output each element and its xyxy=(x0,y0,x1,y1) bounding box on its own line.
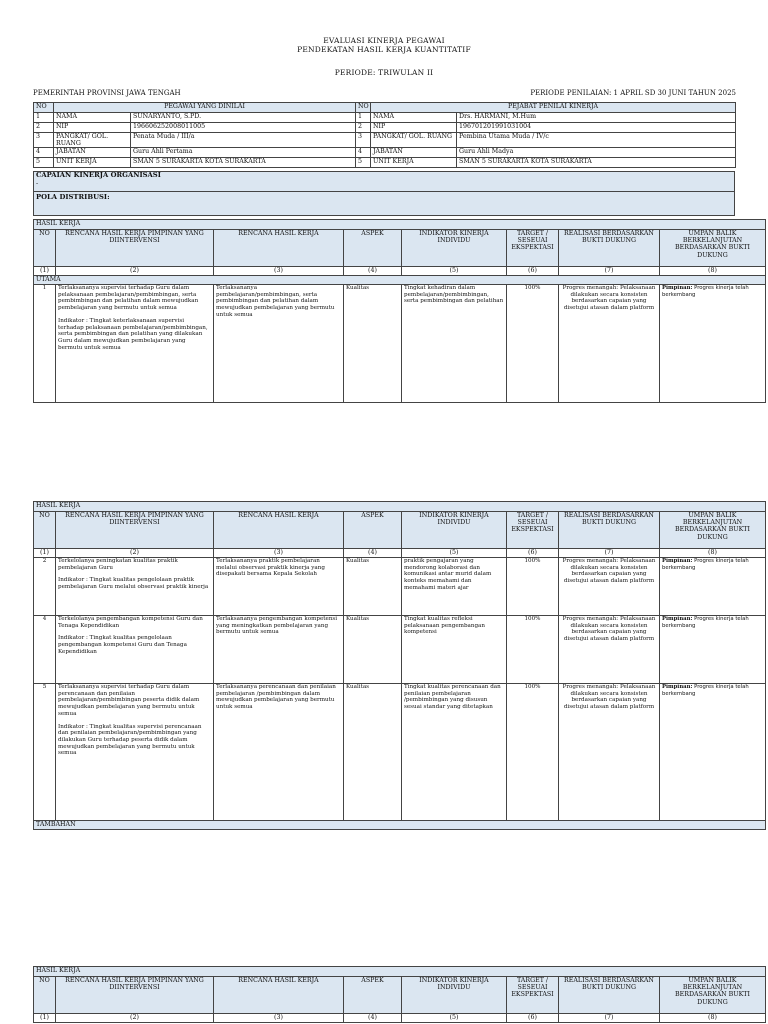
pegawai-nama: SUNARYANTO, S.PD. xyxy=(131,113,356,123)
hasil-kerja-table-2 xyxy=(33,501,766,830)
col-number: (3) xyxy=(214,549,344,558)
no-header: NO xyxy=(34,103,54,113)
row-label-2: PANGKAT/ GOL. RUANG xyxy=(371,133,457,148)
realisasi: Progres menangah: Pelaksanaan dilakukan secara konsisten berdasarkan capaian yang disetujui atasan dalam platform xyxy=(559,616,660,684)
hasil-kerja-label: HASIL KERJA xyxy=(34,220,766,230)
col-number: (7) xyxy=(559,549,660,558)
col-header-target: TARGET / SESEUAI EKSPEKTASI xyxy=(507,230,559,267)
feedback-text: Progres kinerja telah berkembang xyxy=(662,558,749,572)
pegawai-jabatan: Guru Ahli Pertama xyxy=(131,148,356,158)
periode-penilaian: PERIODE PENILAIAN: 1 APRIL SD 30 JUNI TAHUN 2025 xyxy=(530,89,736,97)
pegawai-nip: 196606252008011005 xyxy=(131,123,356,133)
row-label-2: NAMA xyxy=(371,113,457,123)
col-number: (7) xyxy=(559,1014,660,1023)
col-header-no: NO xyxy=(34,512,56,549)
row-label: NIP xyxy=(54,123,131,133)
col-number: (1) xyxy=(34,549,56,558)
rencana-pimpinan-cell xyxy=(56,558,214,616)
target: 100% xyxy=(507,285,559,403)
row-no: 1 xyxy=(34,113,54,123)
indikator-kinerja: Tingkat kualitas refleksi pelaksanaan pengembangan kompetensi xyxy=(402,616,507,684)
target: 100% xyxy=(507,558,559,616)
row-number: 2 xyxy=(34,558,56,616)
col-number: (2) xyxy=(56,267,214,276)
pejabat-header: PEJABAT PENILAI KINERJA xyxy=(371,103,736,113)
doc-title: EVALUASI KINERJA PEGAWAI xyxy=(323,36,445,45)
col-header-indikator: INDIKATOR KINERJA INDIVIDU xyxy=(402,230,507,267)
col-header-pimpinan: RENCANA HASIL KERJA PIMPINAN YANG DIINTERVENSI xyxy=(56,230,214,267)
feedback-text: Progres kinerja telah berkembang xyxy=(662,285,749,299)
table-row xyxy=(34,285,766,403)
col-number: (6) xyxy=(507,267,559,276)
capaian-table xyxy=(33,171,735,216)
feedback-prefix: Pimpinan: xyxy=(662,558,693,564)
row-no-2: 2 xyxy=(356,123,371,133)
row-label: NAMA xyxy=(54,113,131,123)
table-row xyxy=(34,684,766,821)
instansi: PEMERINTAH PROVINSI JAWA TENGAH xyxy=(33,89,181,97)
identity-table xyxy=(33,102,736,168)
col-number: (1) xyxy=(34,1014,56,1023)
col-header-rencana: RENCANA HASIL KERJA xyxy=(214,977,344,1014)
col-header-umpan: UMPAN BALIK BERKELANJUTAN BERDASARKAN BUKTI DUKUNG xyxy=(660,512,766,549)
col-header-aspek: ASPEK xyxy=(344,977,402,1014)
realisasi: Progres menangah: Pelaksanaan dilakukan secara konsisten berdasarkan capaian yang disetujui atasan dalam platform xyxy=(559,684,660,821)
hasil-kerja-table-1 xyxy=(33,219,766,403)
col-header-no: NO xyxy=(34,230,56,267)
table-row xyxy=(34,616,766,684)
col-number: (3) xyxy=(214,267,344,276)
pola-label: POLA DISTRIBUSI: xyxy=(36,193,110,201)
row-no: 2 xyxy=(34,123,54,133)
row-number: 5 xyxy=(34,684,56,821)
row-label-2: NIP xyxy=(371,123,457,133)
pejabat-nama: Drs. HARMANI, M.Hum xyxy=(457,113,736,123)
col-number: (3) xyxy=(214,1014,344,1023)
capaian-value: - xyxy=(36,179,39,187)
target: 100% xyxy=(507,684,559,821)
row-no-2: 3 xyxy=(356,133,371,148)
pegawai-header: PEGAWAI YANG DINILAI xyxy=(54,103,356,113)
col-header-rencana: RENCANA HASIL KERJA xyxy=(214,512,344,549)
col-header-indikator: INDIKATOR KINERJA INDIVIDU xyxy=(402,512,507,549)
rencana-pimpinan-indikator: Indikator : Tingkat kualitas pengelolaan pengembangan kompetensi Guru dan Tenaga Kependidikan xyxy=(58,635,187,655)
col-number: (6) xyxy=(507,549,559,558)
feedback-prefix: Pimpinan: xyxy=(662,616,693,622)
umpan-balik xyxy=(660,684,766,821)
row-label-2: UNIT KERJA xyxy=(371,158,457,168)
target: 100% xyxy=(507,616,559,684)
pejabat-unit: SMAN 5 SURAKARTA KOTA SURAKARTA xyxy=(457,158,736,168)
col-header-target: TARGET / SESEUAI EKSPEKTASI xyxy=(507,512,559,549)
doc-periode: PERIODE: TRIWULAN II xyxy=(334,68,434,77)
rencana-hasil-kerja: Terlaksananya praktik pembelajaran melalui observasi praktik kinerja yang disepakati bersama Kepala Sekolah xyxy=(214,558,344,616)
col-header-indikator: INDIKATOR KINERJA INDIVIDU xyxy=(402,977,507,1014)
feedback-text: Progres kinerja telah berkembang xyxy=(662,684,749,698)
row-no: 4 xyxy=(34,148,54,158)
col-number: (2) xyxy=(56,549,214,558)
row-no-2: 1 xyxy=(356,113,371,123)
row-label: JABATAN xyxy=(54,148,131,158)
hasil-kerja-label: HASIL KERJA xyxy=(34,967,766,977)
umpan-balik xyxy=(660,558,766,616)
col-number: (5) xyxy=(402,1014,507,1023)
rencana-hasil-kerja: Terlaksananya pengembangan kompetensi yang meningkatkan pembelajaran yang bermutu untuk semua xyxy=(214,616,344,684)
rencana-pimpinan-indikator: Indikator : Tingkat kualitas pengelolaan praktik pembelajaran Guru melalui observasi praktik kinerja xyxy=(58,577,209,591)
rencana-hasil-kerja: Terlaksananya perencanaan dan penilaian pembelajaran /pembimbingan dalam mewujudkan pembelajaran yang bermutu untuk semua xyxy=(214,684,344,821)
row-number: 1 xyxy=(34,285,56,403)
rencana-pimpinan-indikator: Indikator : Tingkat keterlaksanaan supervisi terhadap pelaksanaan pembelajaran/pembimbingan, serta pembimbingan dan pelatihan yang dilakukan Guru dalam mewujudkan pembelajaran yang bermutu untuk semua xyxy=(58,317,208,351)
tambahan-label: TAMBAHAN xyxy=(34,821,766,830)
rencana-pimpinan-cell xyxy=(56,684,214,821)
aspek: Kualitas xyxy=(344,558,402,616)
no-header-2: NO xyxy=(356,103,371,113)
col-number: (7) xyxy=(559,267,660,276)
rencana-pimpinan-text: Terkelolanya peningkatan kualitas praktik pembelajaran Guru xyxy=(58,558,178,571)
col-header-umpan: UMPAN BALIK BERKELANJUTAN BERDASARKAN BUKTI DUKUNG xyxy=(660,230,766,267)
row-no-2: 4 xyxy=(356,148,371,158)
col-header-realisasi: REALISASI BERDASARKAN BUKTI DUKUNG xyxy=(559,230,660,267)
table-row xyxy=(34,558,766,616)
rencana-pimpinan-text: Terlaksananya supervisi terhadap Guru dalam pelaksanaan pembelajaran/pembimbingan, serta pembimbingan dan pelatihan dalam mewujudkan pembelajaran yang bermutu untuk semua xyxy=(58,285,199,312)
rencana-pimpinan-text: Terkelolanya pengembangan kompetensi Guru dan Tenaga Kependidikan xyxy=(58,616,203,629)
hasil-kerja-table-3 xyxy=(33,966,766,1023)
col-header-realisasi: REALISASI BERDASARKAN BUKTI DUKUNG xyxy=(559,977,660,1014)
col-header-rencana: RENCANA HASIL KERJA xyxy=(214,230,344,267)
col-number: (5) xyxy=(402,267,507,276)
pejabat-pangkat: Pembina Utama Muda / IV/c xyxy=(457,133,736,148)
capaian-label: CAPAIAN KINERJA ORGANISASI xyxy=(36,171,161,179)
col-header-umpan: UMPAN BALIK BERKELANJUTAN BERDASARKAN BUKTI DUKUNG xyxy=(660,977,766,1014)
col-number: (4) xyxy=(344,1014,402,1023)
col-number: (5) xyxy=(402,549,507,558)
col-header-pimpinan: RENCANA HASIL KERJA PIMPINAN YANG DIINTERVENSI xyxy=(56,977,214,1014)
col-header-target: TARGET / SESEUAI EKSPEKTASI xyxy=(507,977,559,1014)
row-label: PANGKAT/ GOL. RUANG xyxy=(54,133,131,148)
indikator-kinerja: Tingkat kehadiran dalam pembelajaran/pembimbingan, serta pembimbingan dan pelatihan xyxy=(402,285,507,403)
row-label: UNIT KERJA xyxy=(54,158,131,168)
col-number: (1) xyxy=(34,267,56,276)
col-number: (8) xyxy=(660,1014,766,1023)
row-no-2: 5 xyxy=(356,158,371,168)
col-header-pimpinan: RENCANA HASIL KERJA PIMPINAN YANG DIINTERVENSI xyxy=(56,512,214,549)
rencana-pimpinan-text: Terlaksananya supervisi terhadap Guru dalam perencanaan dan penilaian pembelajaran/pembimbingan peserta didik dalam mewujudkan pembelajaran yang bermutu untuk semua xyxy=(58,684,200,717)
feedback-prefix: Pimpinan: xyxy=(662,684,693,690)
pegawai-pangkat: Penata Muda / III/a xyxy=(131,133,356,148)
umpan-balik xyxy=(660,285,766,403)
row-number: 4 xyxy=(34,616,56,684)
rencana-pimpinan-indikator: Indikator : Tingkat kualitas supervisi perencanaan dan penilaian pembelajaran/pembimbingan yang dilakukan Guru terhadap peserta didik dalam mewujudkan pembelajaran yang bermutu untuk semua xyxy=(58,723,202,757)
col-number: (8) xyxy=(660,549,766,558)
aspek: Kualitas xyxy=(344,616,402,684)
rencana-pimpinan-cell xyxy=(56,616,214,684)
col-number: (6) xyxy=(507,1014,559,1023)
col-number: (4) xyxy=(344,267,402,276)
pejabat-jabatan: Guru Ahli Madya xyxy=(457,148,736,158)
feedback-text: Progres kinerja telah berkembang xyxy=(662,616,749,630)
utama-label: UTAMA xyxy=(34,276,766,285)
col-header-realisasi: REALISASI BERDASARKAN BUKTI DUKUNG xyxy=(559,512,660,549)
col-header-aspek: ASPEK xyxy=(344,512,402,549)
indikator-kinerja: Tingkat kualitas perencanaan dan penilaian pembelajaran /pembimbingan yang disusun sesuai standar yang ditetapkan xyxy=(402,684,507,821)
pejabat-nip: 196701201991031004 xyxy=(457,123,736,133)
rencana-hasil-kerja: Terlaksananya pembelajaran/pembimbingan, serta pembimbingan dan pelatihan dalam mewujudkan pembelajaran yang bermutu untuk semua xyxy=(214,285,344,403)
col-header-no: NO xyxy=(34,977,56,1014)
pegawai-unit: SMAN 5 SURAKARTA KOTA SURAKARTA xyxy=(131,158,356,168)
aspek: Kualitas xyxy=(344,684,402,821)
row-no: 3 xyxy=(34,133,54,148)
indikator-kinerja: praktik pengajaran yang mendorong kolaborasi dan komunikasi antar murid dalam konteks memahami dan memahami materi ajar xyxy=(402,558,507,616)
feedback-prefix: Pimpinan: xyxy=(662,285,693,291)
hasil-kerja-label: HASIL KERJA xyxy=(34,502,766,512)
realisasi: Progres menangah: Pelaksanaan dilakukan secara konsisten berdasarkan capaian yang disetujui atasan dalam platform xyxy=(559,285,660,403)
col-number: (8) xyxy=(660,267,766,276)
col-number: (2) xyxy=(56,1014,214,1023)
col-header-aspek: ASPEK xyxy=(344,230,402,267)
doc-subtitle: PENDEKATAN HASIL KERJA KUANTITATIF xyxy=(297,45,471,54)
umpan-balik xyxy=(660,616,766,684)
row-no: 5 xyxy=(34,158,54,168)
aspek: Kualitas xyxy=(344,285,402,403)
col-number: (4) xyxy=(344,549,402,558)
row-label-2: JABATAN xyxy=(371,148,457,158)
rencana-pimpinan-cell xyxy=(56,285,214,403)
realisasi: Progres menangah: Pelaksanaan dilakukan secara konsisten berdasarkan capaian yang disetujui atasan dalam platform xyxy=(559,558,660,616)
